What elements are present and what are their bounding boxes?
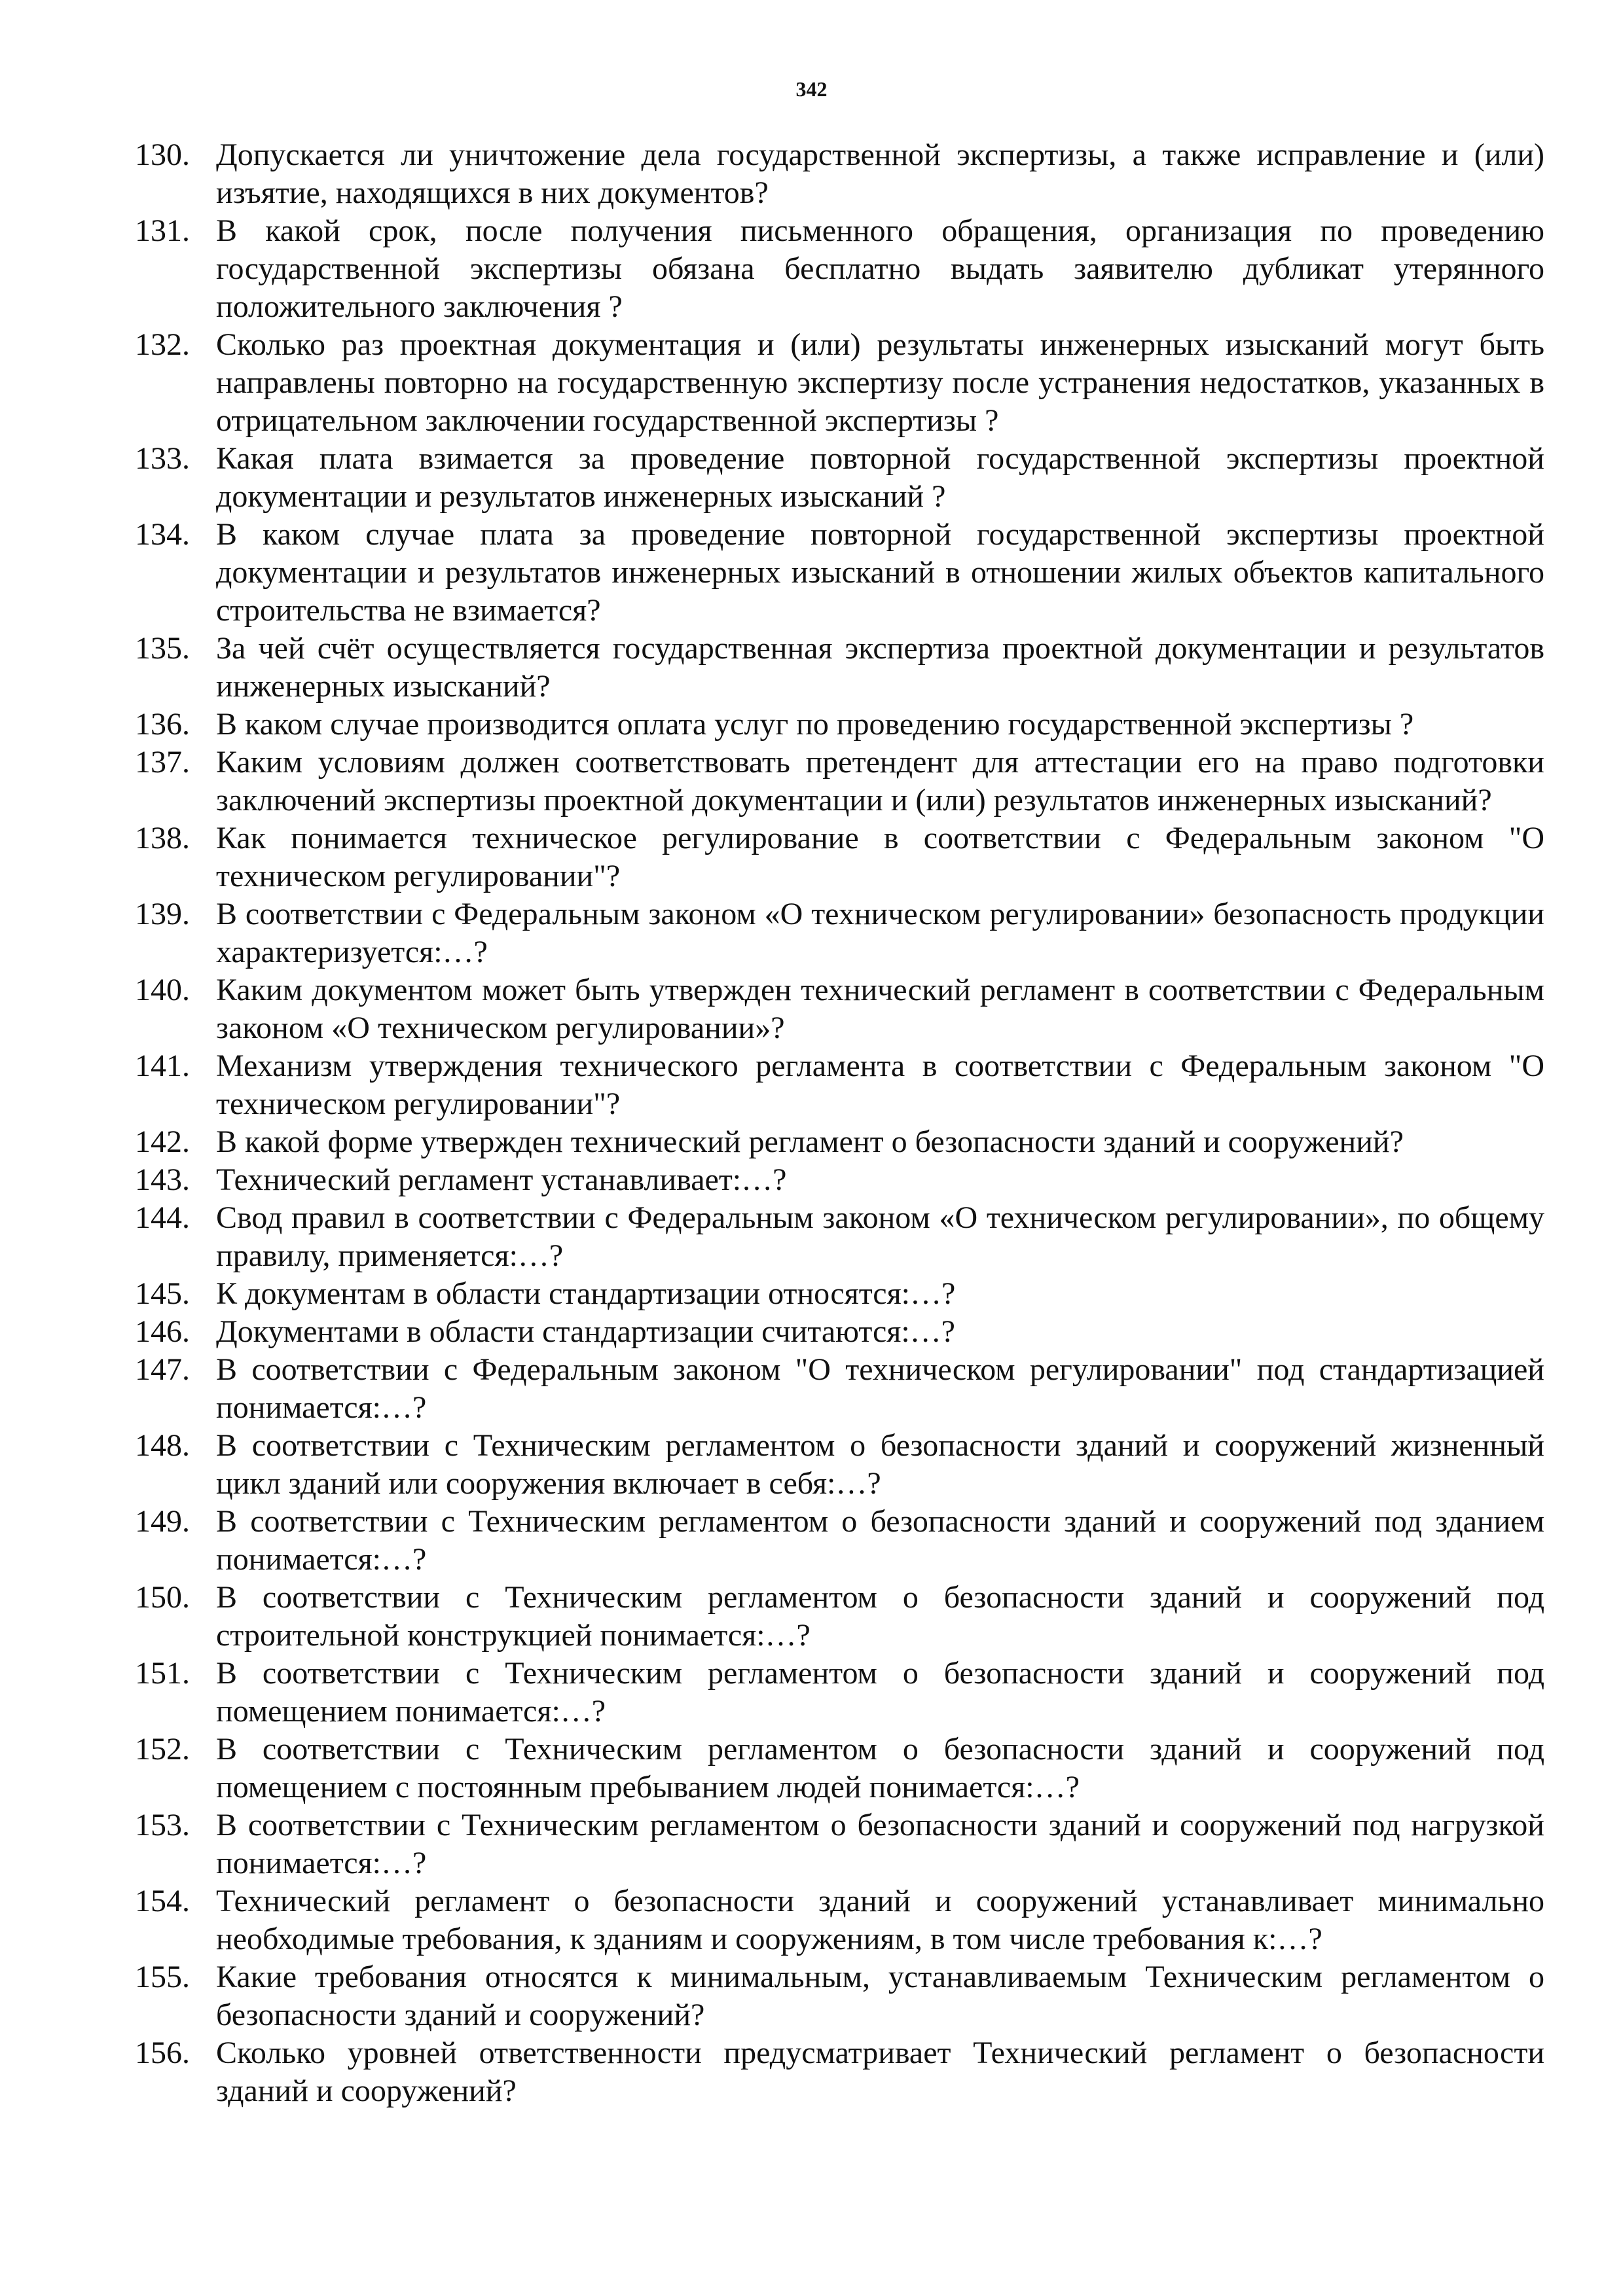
question-item (0, 1579, 1623, 1655)
question-number: 131. (135, 213, 190, 248)
question-text: В соответствии с Техническим регламентом о безопасности зданий и сооружений под зданием понимается:…? (216, 1504, 1544, 1577)
question-number: 146. (135, 1314, 190, 1349)
question-item (0, 1351, 1623, 1427)
question-number: 139. (135, 897, 190, 931)
question-number: 142. (135, 1124, 190, 1159)
question-number: 136. (135, 707, 190, 742)
question-item (0, 1958, 1623, 2034)
question-text: В каком случае производится оплата услуг по проведению государственной экспертизы ? (216, 707, 1414, 742)
question-item (0, 136, 1623, 212)
question-number: 133. (135, 441, 190, 476)
question-number: 141. (135, 1049, 190, 1083)
question-text: Механизм утверждения технического регламента в соответствии с Федеральным законом "О техническом регулировании"? (216, 1049, 1544, 1121)
question-item (0, 212, 1623, 326)
question-number: 130. (135, 137, 190, 172)
question-text: Сколько раз проектная документация и (или) результаты инженерных изысканий могут быть направлены повторно на государственную экспертизу после устранения недостатков, указанных в отрицательном заключении государственной экспертизы ? (216, 327, 1544, 438)
question-item (0, 1806, 1623, 1882)
question-number: 151. (135, 1656, 190, 1691)
question-item (0, 895, 1623, 971)
question-text: В какой срок, после получения письменного обращения, организация по проведению государственной экспертизы обязана бесплатно выдать заявителю дубликат утерянного положительного заключения ? (216, 213, 1544, 324)
question-text: Какие требования относятся к минимальным, устанавливаемым Техническим регламентом о безопасности зданий и сооружений? (216, 1960, 1544, 2032)
question-text: Сколько уровней ответственности предусматривает Технический регламент о безопасности зданий и сооружений? (216, 2036, 1544, 2108)
page-number: 342 (795, 77, 828, 101)
question-text: В соответствии с Техническим регламентом о безопасности зданий и сооружений под помещением понимается:…? (216, 1656, 1544, 1729)
question-item (0, 630, 1623, 706)
question-text: В соответствии с Федеральным законом «О техническом регулировании» безопасность продукции характеризуется:…? (216, 897, 1544, 969)
question-item (0, 1503, 1623, 1579)
question-item (0, 819, 1623, 895)
question-number: 147. (135, 1352, 190, 1387)
question-text: Допускается ли уничтожение дела государственной экспертизы, а также исправление и (или) изъятие, находящихся в них документов? (216, 137, 1544, 210)
question-text: В каком случае плата за проведение повторной государственной экспертизы проектной документации и результатов инженерных изысканий в отношении жилых объектов капитального строительства не взимается? (216, 517, 1544, 628)
question-number: 140. (135, 973, 190, 1007)
question-item (0, 1313, 1623, 1351)
question-text: В соответствии с Федеральным законом "О техническом регулировании" под стандартизацией понимается:…? (216, 1352, 1544, 1425)
question-item (0, 1161, 1623, 1199)
question-item (0, 744, 1623, 819)
question-item (0, 706, 1623, 744)
question-text: Каким документом может быть утвержден технический регламент в соответствии с Федеральным законом «О техническом регулировании»? (216, 973, 1544, 1045)
question-number: 149. (135, 1504, 190, 1539)
question-item (0, 1427, 1623, 1503)
question-item (0, 440, 1623, 516)
question-number: 143. (135, 1162, 190, 1197)
question-list (0, 136, 1623, 2110)
question-item (0, 1123, 1623, 1161)
question-number: 137. (135, 745, 190, 780)
question-text: В соответствии с Техническим регламентом о безопасности зданий и сооружений под помещением с постоянным пребыванием людей понимается:…? (216, 1732, 1544, 1804)
question-item (0, 516, 1623, 630)
question-number: 152. (135, 1732, 190, 1767)
question-text: Документами в области стандартизации считаются:…? (216, 1314, 955, 1349)
question-text: В соответствии с Техническим регламентом о безопасности зданий и сооружений жизненный цикл зданий или сооружения включает в себя:…? (216, 1428, 1544, 1501)
question-number: 145. (135, 1276, 190, 1311)
question-item (0, 1275, 1623, 1313)
question-item (0, 1882, 1623, 1958)
question-number: 153. (135, 1808, 190, 1842)
question-text: К документам в области стандартизации относятся:…? (216, 1276, 956, 1311)
question-text: Какая плата взимается за проведение повторной государственной экспертизы проектной документации и результатов инженерных изысканий ? (216, 441, 1544, 514)
question-number: 155. (135, 1960, 190, 1994)
question-text: В соответствии с Техническим регламентом о безопасности зданий и сооружений под строительной конструкцией понимается:…? (216, 1580, 1544, 1653)
question-text: Как понимается техническое регулирование в соответствии с Федеральным законом "О техническом регулировании"? (216, 821, 1544, 893)
question-text: Технический регламент о безопасности зданий и сооружений устанавливает минимально необходимые требования, к зданиям и сооружениям, в том числе требования к:…? (216, 1884, 1544, 1956)
question-item (0, 1199, 1623, 1275)
question-number: 150. (135, 1580, 190, 1615)
question-text: В какой форме утвержден технический регламент о безопасности зданий и сооружений? (216, 1124, 1404, 1159)
question-text: В соответствии с Техническим регламентом о безопасности зданий и сооружений под нагрузкой понимается:…? (216, 1808, 1544, 1880)
question-item (0, 1655, 1623, 1731)
question-number: 138. (135, 821, 190, 855)
question-text: За чей счёт осуществляется государственная экспертиза проектной документации и результатов инженерных изысканий? (216, 631, 1544, 704)
question-text: Свод правил в соответствии с Федеральным законом «О техническом регулировании», по общему правилу, применяется:…? (216, 1200, 1544, 1273)
question-number: 134. (135, 517, 190, 552)
question-text: Технический регламент устанавливает:…? (216, 1162, 787, 1197)
question-number: 135. (135, 631, 190, 666)
question-number: 148. (135, 1428, 190, 1463)
question-number: 144. (135, 1200, 190, 1235)
question-item (0, 971, 1623, 1047)
question-number: 154. (135, 1884, 190, 1918)
question-number: 156. (135, 2036, 190, 2070)
question-item (0, 2034, 1623, 2110)
question-number: 132. (135, 327, 190, 362)
question-item (0, 1731, 1623, 1806)
question-item (0, 326, 1623, 440)
question-text: Каким условиям должен соответствовать претендент для аттестации его на право подготовки заключений экспертизы проектной документации и (или) результатов инженерных изысканий? (216, 745, 1544, 817)
question-item (0, 1047, 1623, 1123)
